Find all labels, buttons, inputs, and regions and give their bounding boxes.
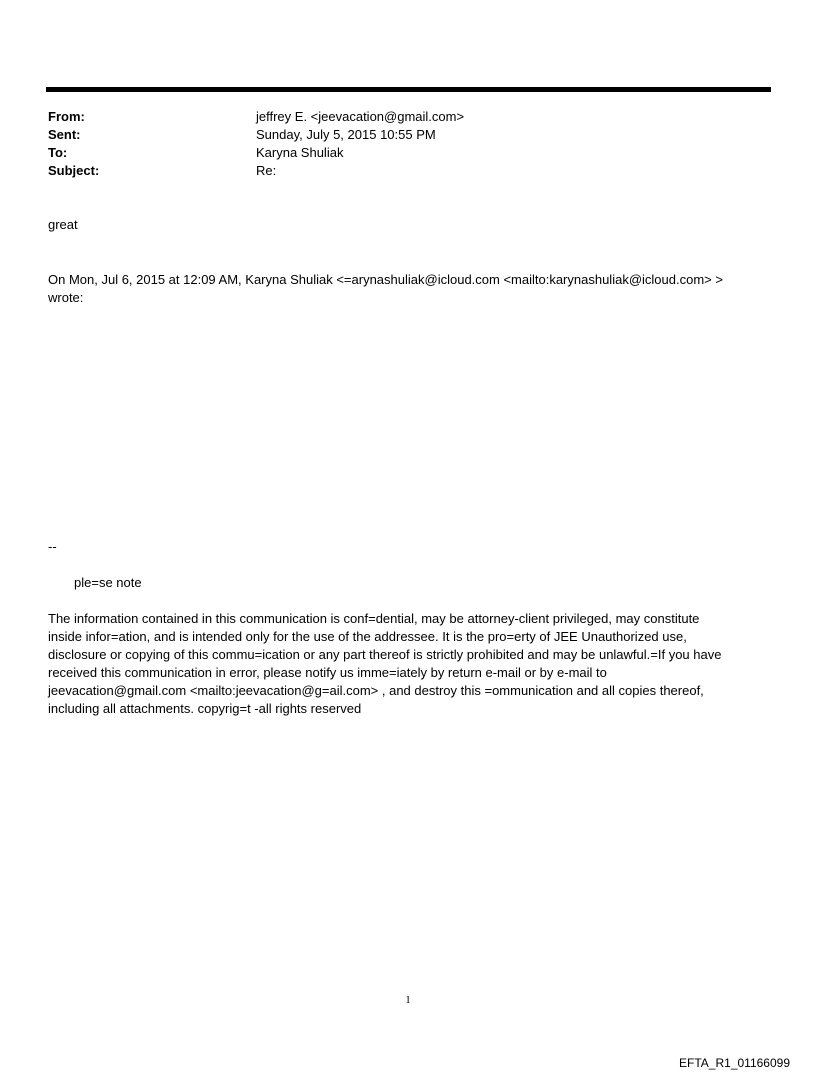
quote-line-2: wrote: (48, 290, 84, 305)
to-label: To: (48, 145, 68, 160)
subject-label: Subject: (48, 163, 100, 178)
confidentiality-disclaimer (48, 610, 768, 718)
sent-label: Sent: (48, 127, 81, 142)
disclaimer-line: received this communication in error, please notify us imme=iately by return e-mail or by e-mail to (48, 665, 607, 680)
from-value: jeffrey E. <jeevacation@gmail.com> (256, 109, 465, 124)
signature-note: ple=se note (74, 575, 142, 590)
to-row (48, 144, 748, 162)
disclaimer-line: including all attachments. copyrig=t -all rights reserved (48, 701, 362, 716)
subject-value: Re: (256, 163, 277, 178)
signature-separator: -- (48, 539, 57, 554)
document-id: EFTA_R1_01166099 (679, 1056, 790, 1070)
header-divider (46, 87, 771, 92)
sent-value: Sunday, July 5, 2015 10:55 PM (256, 127, 436, 142)
sent-row (48, 126, 748, 144)
disclaimer-line: The information contained in this communication is conf=dential, may be attorney-client privileged, may constitute (48, 611, 700, 626)
page-number: 1 (405, 994, 411, 1006)
to-value: Karyna Shuliak (256, 145, 344, 160)
message-greeting: great (48, 217, 78, 232)
disclaimer-line: jeevacation@gmail.com <mailto:jeevacation@g=ail.com> , and destroy this =ommunication and all copies thereof, (48, 683, 704, 698)
from-label: From: (48, 109, 85, 124)
quote-line-1: On Mon, Jul 6, 2015 at 12:09 AM, Karyna Shuliak <=arynashuliak@icloud.com <mailto:karynashuliak@icloud.com> > (48, 272, 723, 287)
disclaimer-line: disclosure or copying of this commu=ication or any part thereof is strictly prohibited and may be unlawful.=If you have (48, 647, 722, 662)
from-row (48, 108, 748, 126)
disclaimer-line: inside infor=ation, and is intended only for the use of the addressee. It is the pro=erty of JEE Unauthorized use, (48, 629, 687, 644)
email-header (48, 108, 748, 180)
quoted-message-header (48, 271, 768, 307)
subject-row (48, 162, 748, 180)
